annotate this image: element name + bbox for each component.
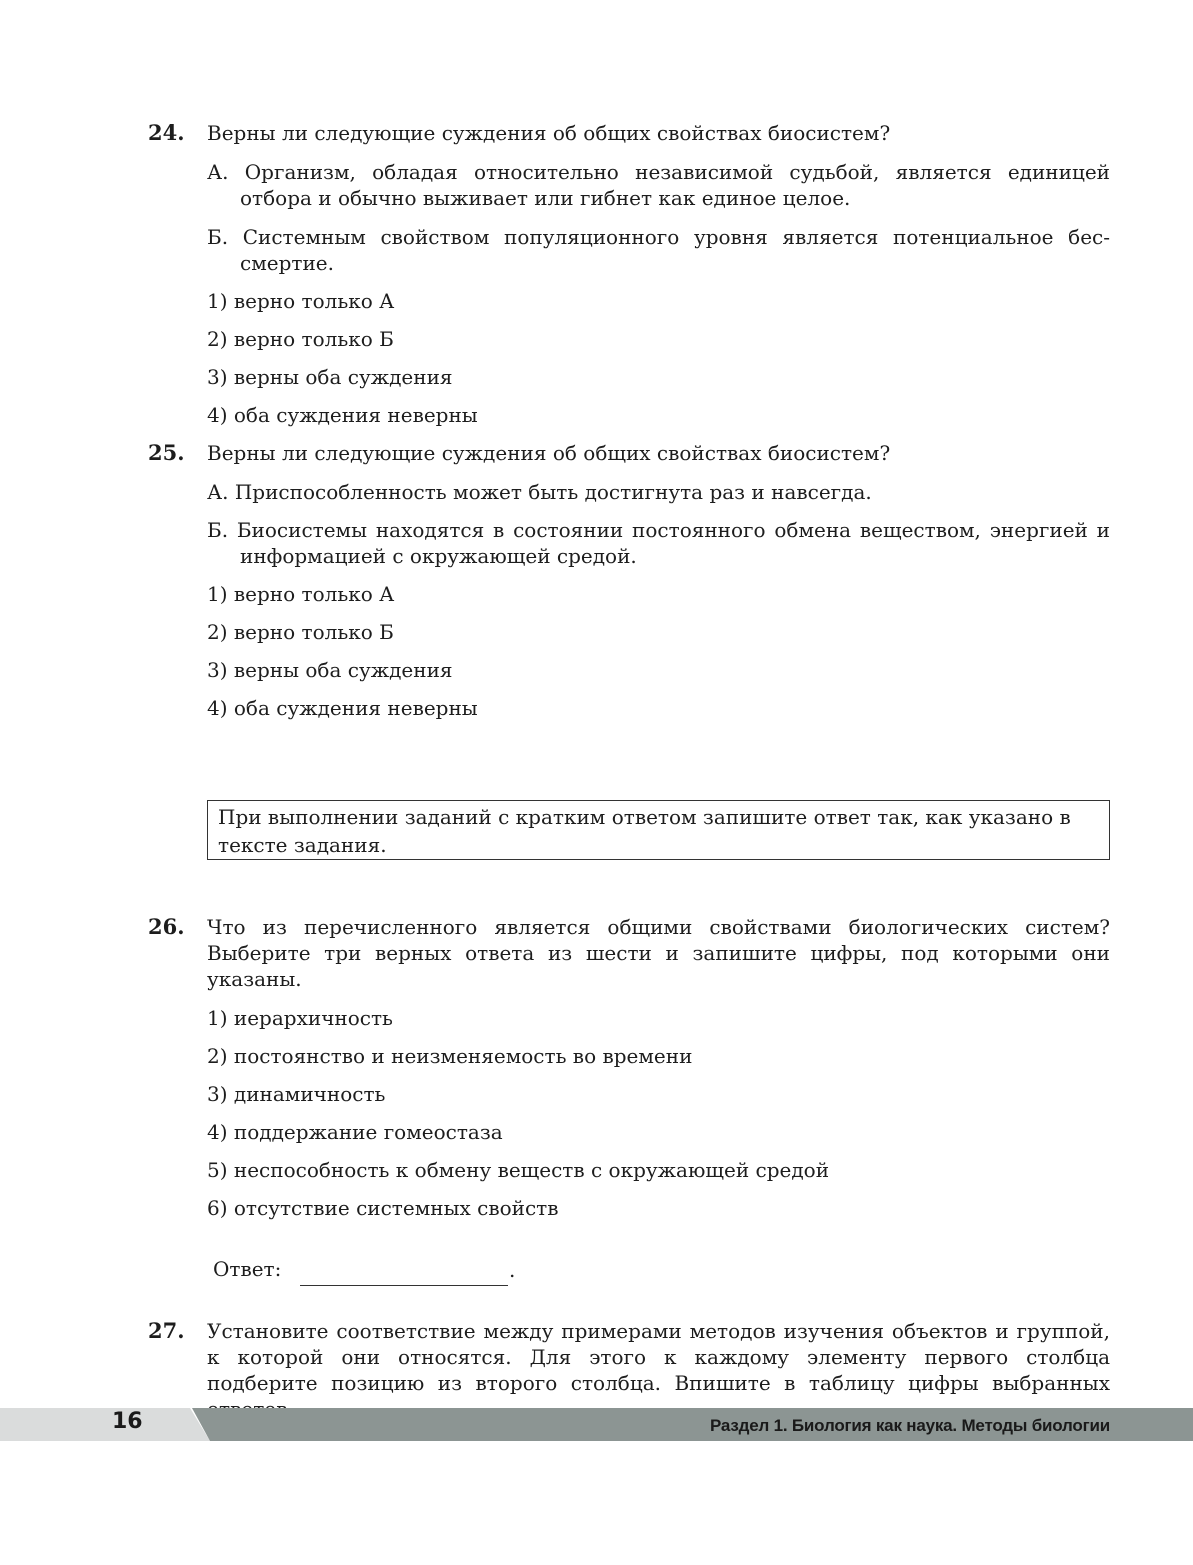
option-3: 3) верны оба суждения bbox=[207, 365, 453, 389]
option-2: 2) верно только Б bbox=[207, 620, 394, 644]
option-1: 1) иерархичность bbox=[207, 1006, 393, 1030]
option-3: 3) верны оба суждения bbox=[207, 658, 453, 682]
option-3: 3) динамичность bbox=[207, 1082, 386, 1106]
option-1: 1) верно только А bbox=[207, 582, 395, 606]
option-2: 2) постоянство и неизменяемость во времени bbox=[207, 1044, 693, 1068]
question-number: 27. bbox=[148, 1318, 185, 1343]
question-text: Верны ли следующие суждения об общих свойствах биосистем? bbox=[207, 441, 891, 465]
footer-page-tab bbox=[0, 1408, 210, 1441]
question-text: Верны ли следующие суждения об общих свойствах биосистем? bbox=[207, 121, 891, 145]
answer-dot: . bbox=[509, 1258, 516, 1282]
question-number: 26. bbox=[148, 914, 185, 939]
answer-label: Ответ: bbox=[213, 1257, 282, 1281]
question-text: Что из перечисленного является общими свойствами биологических систем? Выберите три верных ответа из шести и запишите цифры, под которыми они указаны. bbox=[207, 915, 1110, 991]
answer-field[interactable] bbox=[300, 1285, 508, 1286]
option-6: 6) отсутствие системных свойств bbox=[207, 1196, 559, 1220]
statement-a: А. Организм, обладая относительно независимой судьбой, является единицей отбора и обычно выживает или гибнет как единое целое. bbox=[207, 160, 1110, 210]
option-4: 4) оба суждения неверны bbox=[207, 403, 478, 427]
instruction-box: При выполнении заданий с кратким ответом запишите ответ так, как указано в тексте задания. bbox=[207, 800, 1110, 860]
page-number: 16 bbox=[112, 1409, 143, 1434]
option-5: 5) неспособность к обмену веществ с окружающей средой bbox=[207, 1158, 830, 1182]
section-title: Раздел 1. Биология как наука. Методы биологии bbox=[710, 1416, 1110, 1435]
question-number: 25. bbox=[148, 440, 185, 465]
statement-a: А. Приспособленность может быть достигнута раз и навсегда. bbox=[207, 480, 872, 504]
statement-b: Б. Биосистемы находятся в состоянии постоянного обмена веществом, энергией и информацией с окружающей средой. bbox=[207, 518, 1110, 568]
question-text: Установите соответствие между примерами методов изучения объектов и группой, к которой они относятся. Для этого к каждому элементу первого столбца подберите позицию из второго столбца. Впишите в таблицу цифры выбранных bbox=[207, 1319, 1110, 1395]
statement-b: Б. Системным свойством популяционного уровня является потенциальное бессмертие. bbox=[207, 225, 1110, 275]
question-number: 24. bbox=[148, 120, 185, 145]
option-4: 4) оба суждения неверны bbox=[207, 696, 478, 720]
option-2: 2) верно только Б bbox=[207, 327, 394, 351]
option-1: 1) верно только А bbox=[207, 289, 395, 313]
option-4: 4) поддержание гомеостаза bbox=[207, 1120, 503, 1144]
